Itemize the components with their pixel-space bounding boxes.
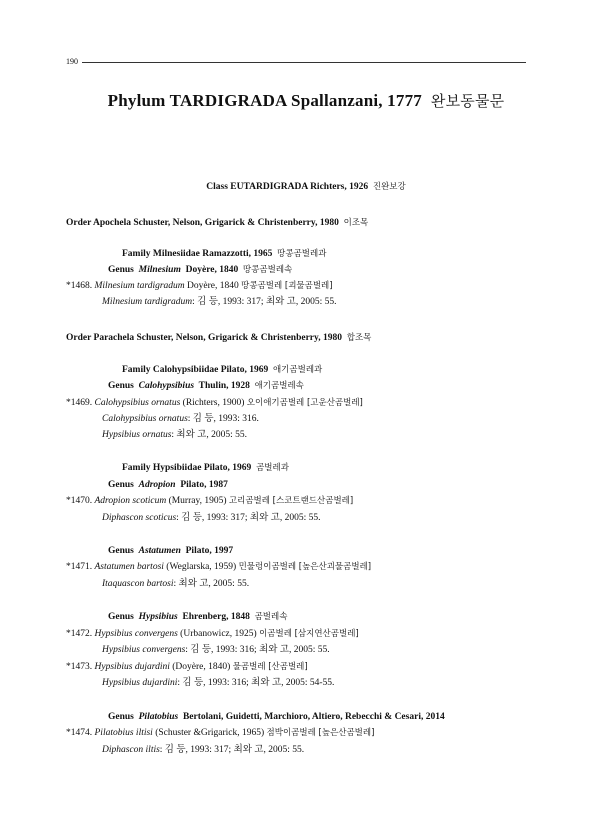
- species-korean: 오이애기곰벌레 [고운산곰벌레]: [246, 398, 363, 408]
- genus-name: Hypsibius: [138, 612, 178, 622]
- page-number: 190: [66, 57, 78, 66]
- genus-name: Astatumen: [138, 546, 181, 556]
- family-korean: 애기곰벌레과: [272, 365, 323, 375]
- genus-heading-calohypsibius: [108, 380, 304, 393]
- genus-korean: 땅콩곰벌레속: [242, 265, 293, 275]
- species-author: (Richters, 1900): [182, 398, 245, 408]
- phylum-name: Phylum TARDIGRADA Spallanzani, 1777: [107, 91, 422, 110]
- genus-heading-hypsibius: [108, 611, 287, 624]
- synonym-line: [102, 644, 330, 657]
- synonym-line: [102, 296, 337, 309]
- family-name: Family Hypsibiidae Pilato, 1969: [122, 463, 252, 473]
- species-author: (Weglarska, 1959): [166, 562, 237, 572]
- synonym-name: Calohypsibius ornatus: [102, 414, 188, 424]
- synonym-line: [102, 744, 304, 757]
- family-heading-hypsibiidae: [122, 462, 289, 475]
- species-korean: 물곰벌레 [산곰벌레]: [232, 662, 308, 672]
- species-author: (Urbanowicz, 1925): [180, 629, 257, 639]
- synonym-name: Milnesium tardigradum: [102, 297, 193, 307]
- genus-name: Adropion: [138, 480, 176, 490]
- synonym-references: : 김 등, 1993: 316; 최와 고, 2005: 54-55.: [177, 678, 335, 688]
- genus-author: Pilato, 1987: [180, 480, 228, 490]
- species-entry-1469: [66, 397, 363, 410]
- species-korean: 고리곰벌레 [스코트랜드산곰벌레]: [228, 496, 354, 506]
- synonym-name: Diphascon iltis: [102, 745, 160, 755]
- genus-heading-pilatobius: [108, 711, 445, 724]
- genus-prefix: Genus: [108, 712, 134, 722]
- page-header: [66, 57, 526, 71]
- entry-number: *1469.: [66, 398, 93, 408]
- genus-heading-adropion: [108, 479, 228, 492]
- species-name: Milnesium tardigradum: [94, 281, 185, 291]
- species-entry-1471: [66, 561, 371, 574]
- species-entry-1470: [66, 495, 353, 508]
- entry-number: *1473.: [66, 662, 93, 672]
- genus-korean: 곰벌레속: [254, 612, 288, 622]
- family-heading-calohypsibiidae: [122, 364, 322, 377]
- genus-prefix: Genus: [108, 612, 134, 622]
- species-name: Hypsibius convergens: [94, 629, 178, 639]
- genus-prefix: Genus: [108, 546, 134, 556]
- species-entry-1472: [66, 628, 359, 641]
- synonym-references: : 김 등, 1993: 317; 최와 고, 2005: 55.: [176, 513, 321, 523]
- synonym-references: : 김 등, 1993: 316.: [187, 414, 259, 424]
- species-author: (Doyère, 1840): [172, 662, 231, 672]
- genus-prefix: Genus: [108, 265, 134, 275]
- genus-author: Ehrenberg, 1848: [182, 612, 250, 622]
- synonym-line: [102, 429, 247, 442]
- order-heading-parachela: [66, 332, 371, 345]
- species-korean: 이곰벌레 [삼지연산곰벌레]: [259, 629, 359, 639]
- synonym-line: [102, 677, 334, 690]
- phylum-title: [0, 90, 612, 111]
- class-name: Class EUTARDIGRADA Richters, 1926: [206, 182, 369, 192]
- species-name: Astatumen bartosi: [94, 562, 164, 572]
- synonym-references: : 최와 고, 2005: 55.: [171, 430, 247, 440]
- phylum-korean: 완보동물문: [430, 92, 505, 110]
- genus-prefix: Genus: [108, 480, 134, 490]
- order-korean: 합조목: [346, 333, 372, 343]
- family-korean: 곰벌레과: [256, 463, 289, 473]
- species-name: Calohypsibius ornatus: [94, 398, 181, 408]
- header-rule: [82, 62, 526, 63]
- species-author: (Murray, 1905): [168, 496, 227, 506]
- genus-name: Pilatobius: [138, 712, 179, 722]
- synonym-name: Itaquascon bartosi: [102, 579, 174, 589]
- species-name: Pilatobius iltisi: [94, 728, 153, 738]
- synonym-line: [102, 413, 259, 426]
- species-author: Doyère, 1840: [187, 281, 239, 291]
- entry-number: *1468.: [66, 281, 93, 291]
- genus-prefix: Genus: [108, 381, 134, 391]
- species-author: (Schuster &Grigarick, 1965): [155, 728, 265, 738]
- class-korean: 진완보강: [372, 182, 406, 192]
- entry-number: *1474.: [66, 728, 93, 738]
- synonym-references: : 김 등, 1993: 316; 최와 고, 2005: 55.: [185, 645, 330, 655]
- genus-name: Calohypsibius: [138, 381, 195, 391]
- family-name: Family Calohypsibiidae Pilato, 1969: [122, 365, 269, 375]
- genus-heading-milnesium: [108, 264, 292, 277]
- synonym-references: : 김 등, 1993: 317; 최와 고, 2005: 55.: [192, 297, 337, 307]
- order-korean: 이조목: [343, 218, 369, 228]
- synonym-name: Hypsibius dujardini: [102, 678, 178, 688]
- family-korean: 땅콩곰벌레과: [277, 249, 327, 259]
- genus-author: Thulin, 1928: [198, 381, 250, 391]
- family-heading-milnesiidae: [122, 248, 326, 261]
- species-entry-1474: [66, 727, 374, 740]
- genus-author: Doyère, 1840: [185, 265, 239, 275]
- order-name: Order Apochela Schuster, Nelson, Grigarick & Christenberry, 1980: [66, 218, 339, 228]
- synonym-line: [102, 512, 320, 525]
- synonym-line: [102, 578, 249, 591]
- species-korean: 점박이곰벌레 [높은산곰벌레]: [266, 728, 375, 738]
- genus-author: Pilato, 1997: [185, 546, 234, 556]
- order-heading-apochela: [66, 217, 368, 230]
- species-name: Adropion scoticum: [94, 496, 167, 506]
- synonym-references: : 김 등, 1993: 317; 최와 고, 2005: 55.: [159, 745, 305, 755]
- synonym-name: Hypsibius convergens: [102, 645, 186, 655]
- synonym-name: Diphascon scoticus: [102, 513, 177, 523]
- species-entry-1468: [66, 280, 333, 293]
- class-heading: [0, 181, 612, 194]
- species-name: Hypsibius dujardini: [94, 662, 170, 672]
- entry-number: *1472.: [66, 629, 93, 639]
- species-entry-1473: [66, 661, 308, 674]
- synonym-name: Hypsibius ornatus: [102, 430, 172, 440]
- genus-korean: 애기곰벌레속: [254, 381, 304, 391]
- synonym-references: : 최와 고, 2005: 55.: [173, 579, 250, 589]
- order-name: Order Parachela Schuster, Nelson, Grigarick & Christenberry, 1980: [66, 333, 342, 343]
- genus-author: Bertolani, Guidetti, Marchioro, Altiero, Rebecchi & Cesari, 2014: [182, 712, 445, 722]
- genus-heading-astatumen: [108, 545, 233, 558]
- entry-number: *1471.: [66, 562, 93, 572]
- entry-number: *1470.: [66, 496, 93, 506]
- species-korean: 민물렁이곰벌레 [높은산괴물곰벌레]: [238, 562, 372, 572]
- family-name: Family Milnesiidae Ramazzotti, 1965: [122, 249, 273, 259]
- species-korean: 땅콩곰벌레 [괴물곰벌레]: [241, 281, 333, 291]
- genus-name: Milnesium: [138, 265, 181, 275]
